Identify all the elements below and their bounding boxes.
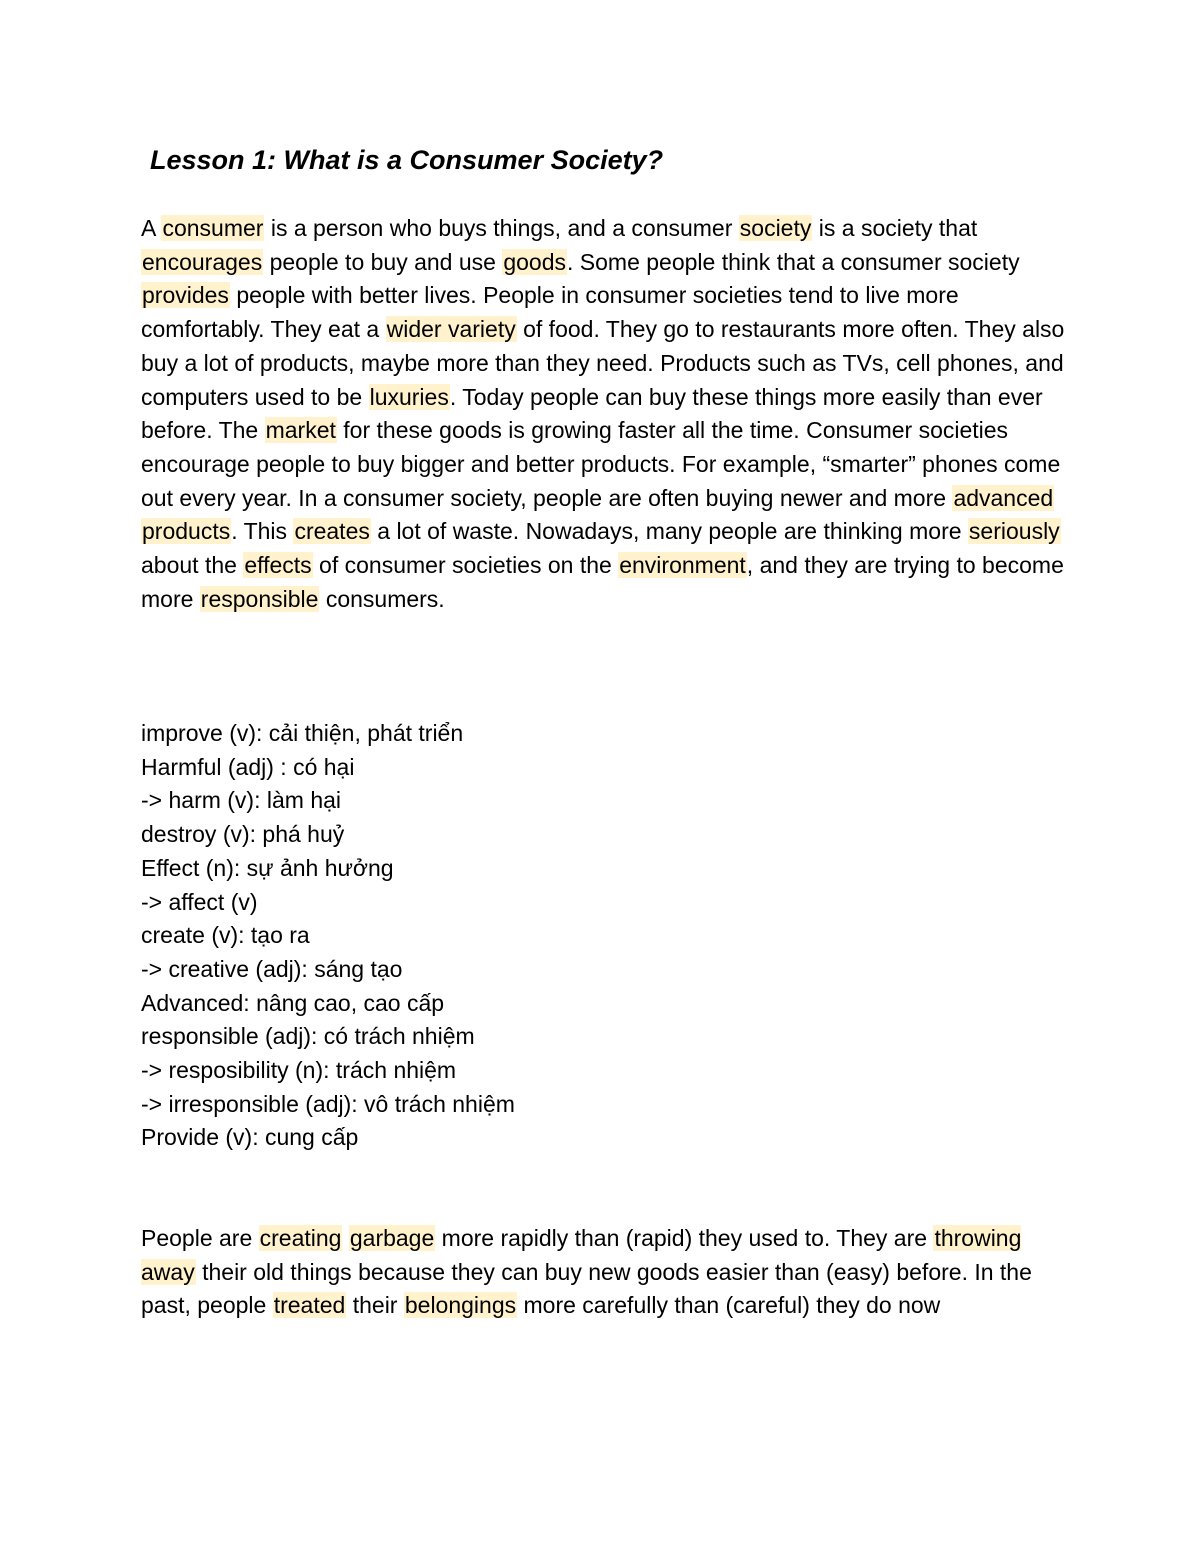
text-run: . This xyxy=(231,518,294,545)
text-run: about the xyxy=(141,552,244,579)
text-run: a lot of waste. Nowadays, many people are thinking more xyxy=(370,518,968,545)
highlighted-word: belongings xyxy=(404,1292,517,1319)
vocab-item: Effect (n): sự ảnh hưởng xyxy=(141,854,394,881)
text-run xyxy=(342,1225,348,1251)
vocab-item: create (v): tạo ra xyxy=(141,922,310,949)
text-run: for these goods is growing faster all the time. Consumer societies encourage people to buy bigger and better products. For example, “smarter” phones come out every year. In a consumer society, people are often buying newer and more xyxy=(141,417,1061,511)
text-run: their old things because they can buy new goods easier than (easy) before. In the past, people xyxy=(141,1258,1032,1319)
vocab-item: improve (v): cải thiện, phát triển xyxy=(141,720,464,746)
text-run: more carefully than (careful) they do now xyxy=(517,1292,941,1319)
highlighted-word: throwing away xyxy=(141,1225,1022,1285)
highlighted-word: creates xyxy=(294,518,370,545)
lesson-title: Lesson 1: What is a Consumer Society? xyxy=(150,145,664,175)
highlighted-word: wider variety xyxy=(386,316,516,343)
highlighted-word: provides xyxy=(142,282,229,309)
highlighted-word: advanced xyxy=(953,484,1054,511)
highlighted-word: effects xyxy=(244,552,312,579)
vocab-item: -> creative (adj): sáng tạo xyxy=(141,955,403,982)
highlighted-word: market xyxy=(265,417,336,444)
text-run: . Some people think that a consumer society xyxy=(567,248,1020,275)
practice-paragraph xyxy=(141,1222,1071,1323)
text-run: , and they are trying to become more xyxy=(141,552,1064,612)
highlighted-word: treated xyxy=(273,1292,346,1319)
highlighted-word: environment xyxy=(619,552,746,579)
vocab-item: -> irresponsible (adj): vô trách nhiệm xyxy=(141,1090,515,1117)
text-run: people with better lives. People in consumer societies tend to live more comfortably. They eat a xyxy=(141,282,959,343)
vocab-item: Provide (v): cung cấp xyxy=(141,1124,359,1151)
highlighted-word: garbage xyxy=(349,1225,435,1251)
text-run: of food. They go to restaurants more often. They also buy a lot of products, maybe more than they need. Products such as TVs, cell phones, and computers used to be xyxy=(141,316,1065,410)
text-run: their xyxy=(346,1292,404,1319)
highlighted-word: encourages xyxy=(142,248,263,275)
text-run: People are xyxy=(141,1225,259,1251)
vocab-item: -> resposibility (n): trách nhiệm xyxy=(141,1057,457,1084)
highlighted-word: creating xyxy=(259,1225,342,1251)
vocabulary-list xyxy=(141,717,515,1155)
text-run: is a society that xyxy=(812,215,978,241)
vocab-item: Harmful (adj) : có hại xyxy=(141,753,355,780)
vocab-item: -> harm (v): làm hại xyxy=(141,787,342,814)
highlighted-word: responsible xyxy=(200,585,319,612)
vocab-item: Advanced: nâng cao, cao cấp xyxy=(141,989,445,1016)
text-run: A xyxy=(141,215,162,241)
text-run: of consumer societies on the xyxy=(312,552,619,579)
highlighted-word: goods xyxy=(503,248,567,275)
vocab-item: responsible (adj): có trách nhiệm xyxy=(141,1023,475,1050)
highlighted-word: luxuries xyxy=(369,383,449,410)
highlighted-word: society xyxy=(739,215,812,241)
text-run: people to buy and use xyxy=(263,248,503,275)
highlighted-word: consumer xyxy=(162,215,264,241)
text-run: . Today people can buy these things more easily than ever before. The xyxy=(141,383,1043,444)
text-run: is a person who buys things, and a consumer xyxy=(264,215,739,241)
reading-paragraph xyxy=(141,212,1071,616)
text-run: more rapidly than (rapid) they used to. They are xyxy=(435,1225,934,1251)
vocab-item: -> affect (v) xyxy=(141,888,258,915)
vocab-item: destroy (v): phá huỷ xyxy=(141,821,345,848)
highlighted-word: seriously xyxy=(968,518,1060,545)
text-run: consumers. xyxy=(319,585,445,612)
highlighted-word: products xyxy=(142,518,231,545)
